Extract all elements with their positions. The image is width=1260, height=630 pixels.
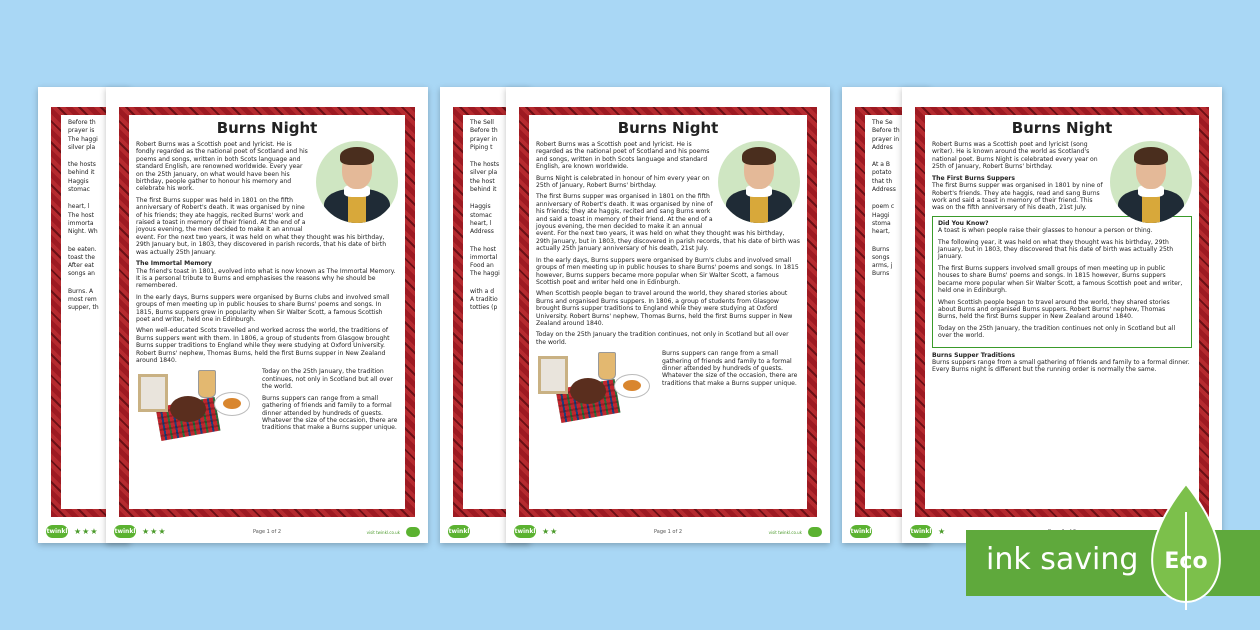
back-page-line: stomac bbox=[470, 211, 492, 219]
back-page-line: prayer in bbox=[872, 135, 900, 143]
back-page-line: Piping t bbox=[470, 143, 493, 151]
worksheet-title: Burns Night bbox=[617, 119, 719, 137]
paragraph: The first Burns supper was organised in 1801 by nine of Robert's friends. They ate haggis, read and sang Burns work and said a toast in memory of their friend. This was on the fifth anniversary of his death, 21st July. bbox=[932, 182, 1103, 212]
back-page-line: immorta bbox=[68, 219, 94, 227]
back-page-line: The haggi bbox=[68, 135, 98, 143]
back-page-line: supper, th bbox=[68, 304, 99, 312]
paragraph: In the early days, Burns suppers were organised by Burns clubs and involved small groups of men meeting up in public houses to share Burns' poems and songs. In 1815, Burns suppers grew in popularity when Sir Walter Scott, a famous Scottish poet and writer, held one in Edinburgh. bbox=[136, 293, 390, 324]
back-page-line: The Se bbox=[872, 119, 893, 126]
back-page-line: be eaten. bbox=[68, 245, 97, 253]
did-you-know-box bbox=[932, 216, 1192, 348]
twinkl-logo: twinkl bbox=[910, 525, 932, 538]
twinkl-logo: twinkl bbox=[448, 525, 470, 538]
twinkl-logo: twinkl bbox=[850, 525, 872, 538]
back-page-line: At a B bbox=[872, 161, 890, 169]
paragraph: When well-educated Scots travelled and worked across the world, the traditions of Burns suppers went with them. In 1806, a group of students from Glasgow brought Burns supper traditions to England while they were studying at Oxford University. Robert Burns' nephew, Thomas Burns, held the first Burns supper in New Zealand around 1840. bbox=[136, 327, 390, 365]
subheading: The Immortal Memory bbox=[136, 260, 212, 268]
subheading: Burns Supper Traditions bbox=[932, 351, 1015, 359]
star-rating: ★★★ bbox=[74, 527, 99, 536]
back-page-line: toast the bbox=[68, 253, 95, 261]
back-page-line: Before th bbox=[470, 127, 498, 135]
paragraph: Robert Burns was a Scottish poet and lyricist. He is fondly regarded as the national poet of Scotland and his poems and songs, written in both Scots language and standard English, are renowned worldwide. Every year on the 25th January, on what would have been his birthday, people gather to honour his memory and celebrate his work. bbox=[136, 141, 308, 193]
paragraph: The following year, it was held on what they thought was his birthday, 29th January, but in 1803, they discovered that his date of birth was actually 25th January. bbox=[938, 238, 1174, 261]
back-page-line: Before th bbox=[68, 119, 96, 126]
back-page-line: heart, l bbox=[68, 203, 90, 211]
star-rating: ★★★ bbox=[142, 527, 167, 536]
back-page-line: The haggi bbox=[470, 270, 500, 278]
paragraph: Today on the 25th January, the tradition continues, not only in Scotland but all over the world. bbox=[262, 368, 393, 391]
worksheet-title: Burns Night bbox=[1011, 119, 1113, 137]
back-page-line: stoma bbox=[872, 219, 891, 227]
back-page-line: Haggis bbox=[470, 203, 491, 211]
paragraph: In the early days, Burns suppers were organised by Burn's clubs and involved small groups of men meeting up in public houses to share Burns' poems and songs. In 1815 however, Burns suppers became more popular when Sir Walter Scott, a famous Scottish poet and writer held one in Edinburgh. bbox=[536, 256, 799, 286]
did-you-know-text: A toast is when people raise their glasses to honour a person or thing. bbox=[938, 227, 1153, 235]
back-page-line: poem c bbox=[872, 203, 895, 211]
paragraph: Burns suppers can range from a small gathering of friends and family to a formal dinner attended by hundreds of guests. Whatever the size of the occasion, there are traditions that make a Burns supper unique. bbox=[662, 350, 798, 387]
back-page-line: the hosts bbox=[68, 161, 96, 169]
back-page-line: songs bbox=[872, 253, 890, 261]
back-page-line: Addres bbox=[872, 143, 893, 151]
back-page-line: most rem bbox=[68, 296, 97, 304]
back-page-line: prayer in bbox=[470, 135, 498, 143]
back-page-line: stomac bbox=[68, 186, 90, 194]
back-page-line: Haggis bbox=[68, 177, 89, 185]
back-page-line: immortal bbox=[470, 253, 498, 261]
visit-link: visit twinkl.co.uk bbox=[366, 530, 400, 535]
back-page-2-lines bbox=[463, 115, 507, 509]
back-page-1-lines bbox=[61, 115, 107, 509]
paragraph: Burns suppers range from a small gathering of friends and family to a formal dinner. Every Burns night is different but the running order is normally the same. bbox=[932, 359, 1190, 374]
back-page-line: the host bbox=[470, 177, 495, 185]
back-page-line: with a d bbox=[470, 287, 495, 295]
ink-saving-label: ink saving bbox=[986, 542, 1139, 577]
back-page-line: A traditio bbox=[470, 296, 498, 304]
star-rating: ★ bbox=[938, 527, 947, 536]
back-page-line: songs an bbox=[68, 270, 95, 278]
paragraph: Today on the 25th January, the tradition continues not only in Scotland but all over the world. bbox=[938, 324, 1176, 340]
did-you-know-title: Did You Know? bbox=[938, 219, 989, 227]
worksheet-two-star bbox=[506, 87, 830, 543]
burns-supper-illustration bbox=[136, 370, 256, 440]
robert-burns-portrait bbox=[316, 141, 398, 223]
robert-burns-portrait bbox=[1110, 141, 1192, 223]
eco-leaf-icon bbox=[1146, 482, 1226, 612]
burns-supper-illustration bbox=[536, 352, 656, 422]
subheading: The First Burns Suppers bbox=[932, 174, 1015, 182]
robert-burns-portrait bbox=[718, 141, 800, 223]
paragraph: The friend's toast in 1801, evolved into what is now known as The Immortal Memory. It is a personal tribute to Burns and emphasises the reasons why he should be remembered. bbox=[136, 267, 396, 290]
back-page-line: that th bbox=[872, 177, 893, 185]
paragraph: The first Burns supper was organised in 1801 on the fifth anniversary of Robert's death. It was organised by nine of his friends; they ate haggis, recited and sang Burns work and said a toast in memory of their friend. At the end of a joyous evening, the men decided to make it an annual event. For the next two years, it was held on what they thought was his birthday, 29th January, but in 1803, they discovered in parish records, that his date of birth was actually 25th January anniversary of his death, 21st July. bbox=[536, 193, 800, 253]
back-page-line: Night. Wh bbox=[68, 228, 98, 236]
twinkl-small-logo bbox=[808, 527, 822, 537]
paragraph: Robert Burns was a Scottish poet and lyricist (song writer). He is known around the world as Scotland's national poet. Burns Night is celebrated every year on 25th of January, Robert Burns' birthday. bbox=[932, 141, 1098, 171]
back-page-line: The host bbox=[68, 211, 95, 219]
back-page-line: behind it bbox=[470, 186, 497, 194]
back-page-line: behind it bbox=[68, 169, 95, 177]
back-page-line: Burns bbox=[872, 245, 890, 253]
back-page-line: The host bbox=[470, 245, 497, 253]
worksheet-three-star bbox=[106, 87, 428, 543]
paragraph: Burns suppers can range from a small gathering of friends and family to a formal dinner attended by hundreds of guests. Whatever the size of the occasion, there are traditions that make a Burns supper unique. bbox=[262, 394, 398, 432]
back-page-line: Address bbox=[872, 186, 896, 194]
back-page-line: potato bbox=[872, 169, 892, 177]
paragraph: The first Burns supper was held in 1801 on the fifth anniversary of Robert's death. It was organised by nine of his friends; they ate haggis, recited Burns' work and raised a toast in memory of their friend. At the end of a joyous evening, the men decided to make it an annual event. For the next two years, it was held on what they thought was his birthday, 29th January but, in 1803, they discovered in parish records, that his date of birth was actually 25th January. bbox=[136, 196, 387, 256]
back-page-line: arms, j bbox=[872, 262, 893, 270]
visit-link: visit twinkl.co.uk bbox=[768, 530, 802, 535]
back-page-line: Address bbox=[470, 228, 494, 236]
back-page-line: Before th bbox=[872, 127, 900, 135]
page-number: Page 1 of 2 bbox=[653, 529, 683, 535]
back-page-line: Burns bbox=[872, 270, 890, 278]
back-page-line: Burns. A bbox=[68, 287, 94, 295]
paragraph: Today on the 25th January the tradition continues, not only in Scotland but all over the world. bbox=[536, 331, 789, 346]
paragraph: When Scottish people began to travel around the world, they shared stories about Burns and organised Burns suppers. In 1806, a group of students from Glasgow brought Burns supper traditions to England while they were studying at Oxford University. Robert Burns' nephew, Thomas Burns, held the first Burns supper in New Zealand around 1840. bbox=[536, 290, 793, 327]
back-page-line: Haggi bbox=[872, 211, 890, 219]
paragraph: The first Burns suppers involved small groups of men meeting up in public houses to share Burns' poems and songs. In 1815 however, Burns suppers became more popular when Sir Walter Scott, a famous Scottish poet and writer, held one in Edinburgh. bbox=[938, 264, 1183, 295]
paragraph: Robert Burns was a Scottish poet and lyricist. He is regarded as the national poet of Scotland and his poems and songs, written in both Scots language and standard English, are known worldwide. bbox=[536, 141, 710, 171]
twinkl-logo: twinkl bbox=[114, 525, 136, 538]
back-page-line: silver pla bbox=[470, 169, 498, 177]
back-page-line: silver pla bbox=[68, 143, 96, 151]
back-page-line: After eat bbox=[68, 262, 95, 270]
page-number: Page 1 of 2 bbox=[252, 529, 282, 535]
back-page-line: The Sell bbox=[470, 119, 494, 126]
back-page-3-lines bbox=[865, 115, 907, 509]
worksheet-one-star bbox=[902, 87, 1222, 543]
back-page-line: heart, bbox=[872, 228, 890, 236]
twinkl-logo: twinkl bbox=[46, 525, 68, 538]
back-page-line: Food an bbox=[470, 262, 494, 270]
paragraph: Burns Night is celebrated in honour of him every year on 25th of January, Robert Burns' birthday. bbox=[536, 174, 710, 190]
paragraph: When Scottish people began to travel around the world, they shared stories about Burns and organised Burns suppers. Robert Burns' nephew, Thomas Burns, held the first Burns supper in New Zealand around 1840. bbox=[938, 298, 1170, 321]
eco-label: Eco bbox=[1164, 549, 1208, 574]
back-page-line: prayer is bbox=[68, 127, 95, 135]
back-page-line: The hosts bbox=[470, 161, 500, 169]
twinkl-small-logo bbox=[406, 527, 420, 537]
star-rating: ★★ bbox=[542, 527, 559, 536]
back-page-line: totties (p bbox=[470, 304, 498, 312]
worksheet-title: Burns Night bbox=[216, 119, 318, 137]
twinkl-logo: twinkl bbox=[514, 525, 536, 538]
back-page-line: heart, l bbox=[470, 219, 492, 227]
